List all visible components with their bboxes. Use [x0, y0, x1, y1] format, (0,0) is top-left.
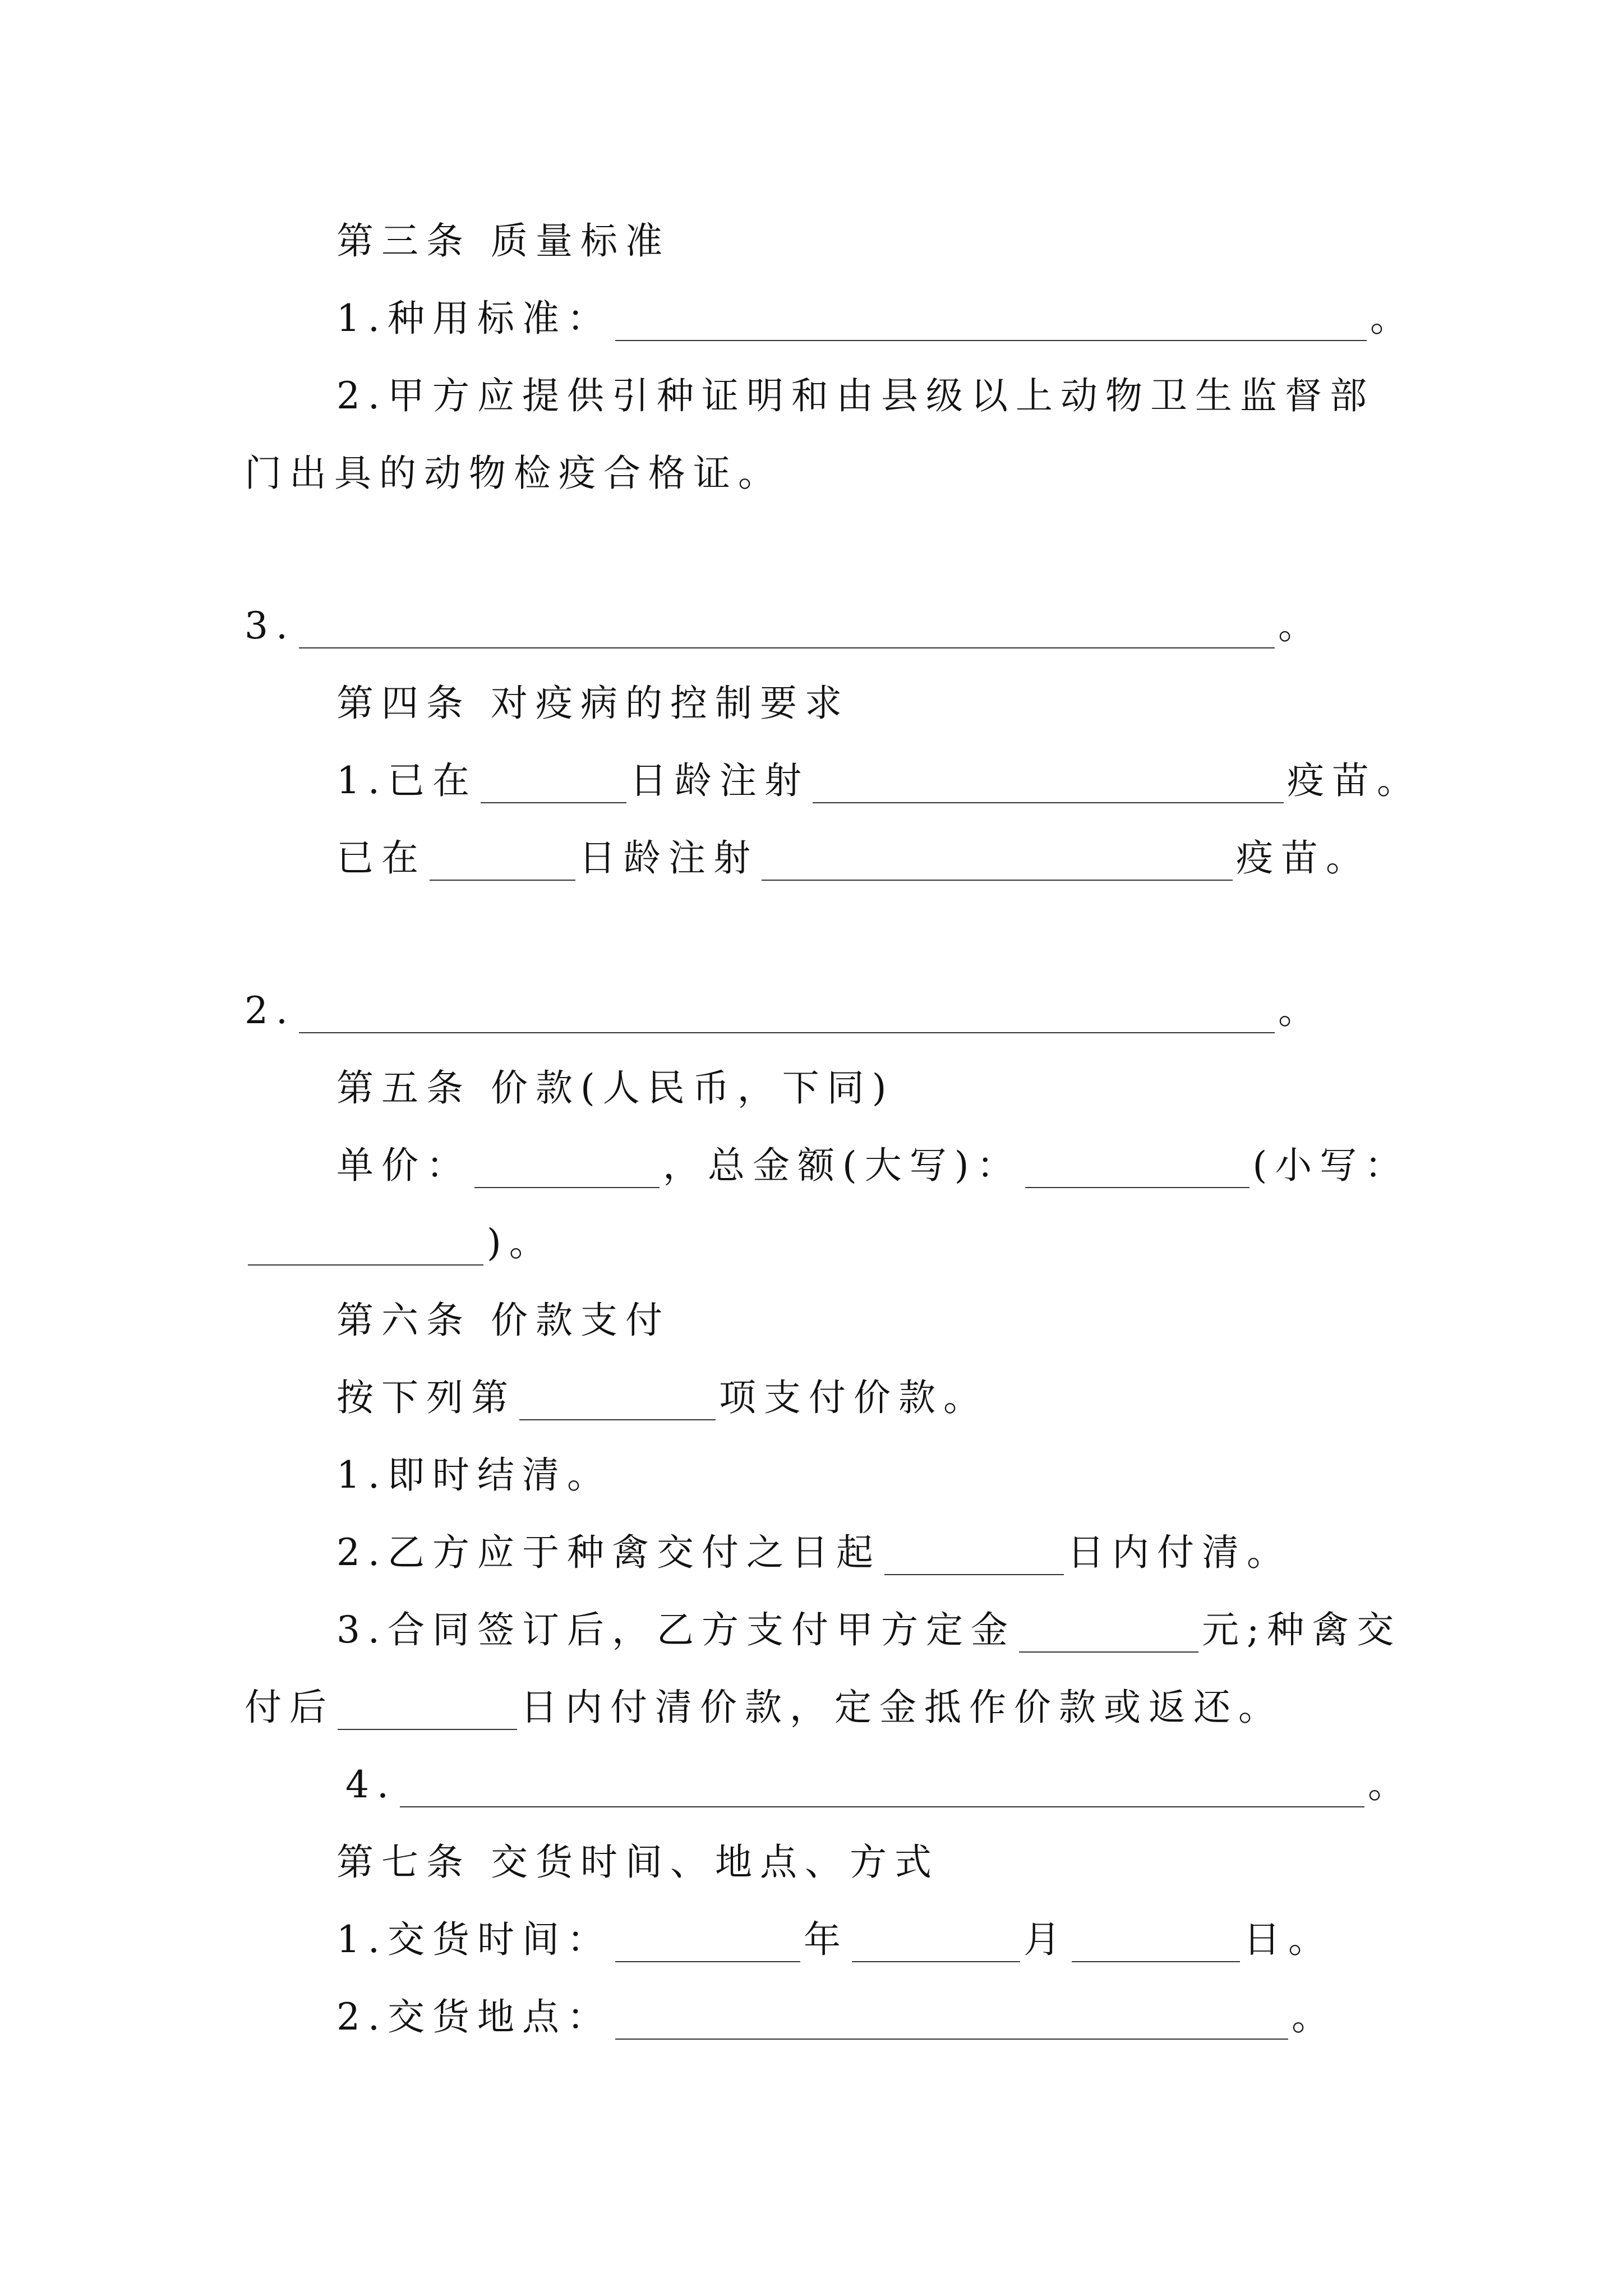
- article-3-item-3: 3. 。: [245, 604, 1323, 647]
- article-3-item-2: 2.甲方应提供引种证明和由县级以上动物卫生监督部: [336, 374, 1375, 417]
- article-7-heading: 第七条 交货时间、地点、方式: [336, 1841, 939, 1884]
- blank-delivery-month[interactable]: [852, 1921, 1020, 1962]
- blank-delivery-day[interactable]: [1072, 1921, 1240, 1962]
- article-4-item-1: 1.已在 日龄注射 疫苗。: [336, 759, 1422, 802]
- blank-breeding-standard[interactable]: [615, 300, 1367, 341]
- article-7-delivery-place: 2.交货地点： 。: [336, 1995, 1336, 2039]
- article-6-option-3: 3.合同签订后，乙方支付甲方定金 元;种禽交: [336, 1608, 1402, 1651]
- blank-article-4-item-2[interactable]: [299, 992, 1275, 1033]
- article-5-price-line: 单价： ，总金额(大写)： (小写：: [336, 1144, 1410, 1187]
- article-6-option-4: 4. 。: [345, 1763, 1413, 1806]
- blank-deposit-amount[interactable]: [1019, 1611, 1198, 1653]
- blank-total-amount-lowercase[interactable]: [248, 1224, 483, 1266]
- article-5-heading: 第五条 价款(人民币，下同): [336, 1066, 895, 1110]
- blank-age-days-2[interactable]: [430, 839, 575, 881]
- blank-payment-days[interactable]: [884, 1534, 1064, 1575]
- blank-vaccine-1[interactable]: [813, 762, 1284, 803]
- blank-age-days-1[interactable]: [481, 762, 626, 803]
- article-6-option-3-continued: 付后 日内付清价款，定金抵作价款或返还。: [245, 1686, 1283, 1729]
- blank-article-6-option-4[interactable]: [400, 1766, 1364, 1807]
- blank-unit-price[interactable]: [474, 1147, 660, 1188]
- article-6-heading: 第六条 价款支付: [336, 1299, 670, 1342]
- article-6-choose-line: 按下列第 项支付价款。: [336, 1376, 988, 1419]
- article-4-item-1b: 已在 日龄注射 疫苗。: [336, 836, 1371, 880]
- blank-article-3-item-3[interactable]: [299, 607, 1275, 648]
- article-3-item-1: 1.种用标准： 。: [336, 297, 1415, 340]
- blank-vaccine-2[interactable]: [762, 839, 1233, 881]
- article-4-heading: 第四条 对疫病的控制要求: [336, 682, 850, 725]
- blank-delivery-place[interactable]: [615, 1998, 1288, 2040]
- article-3-item-2-continued: 门出具的动物检疫合格证。: [245, 452, 783, 495]
- blank-payment-option[interactable]: [519, 1379, 716, 1420]
- article-6-option-2: 2.乙方应于种禽交付之日起 日内付清。: [336, 1531, 1292, 1574]
- blank-total-amount-uppercase[interactable]: [1025, 1147, 1249, 1188]
- article-6-option-1: 1.即时结清。: [336, 1453, 612, 1497]
- blank-balance-days[interactable]: [338, 1688, 517, 1730]
- article-5-price-line-continued: )。: [245, 1215, 554, 1271]
- article-7-delivery-time: 1.交货时间： 年 月 日。: [336, 1918, 1333, 1961]
- article-4-item-2: 2. 。: [245, 989, 1323, 1032]
- article-3-heading: 第三条 质量标准: [336, 219, 670, 263]
- blank-delivery-year[interactable]: [615, 1921, 800, 1962]
